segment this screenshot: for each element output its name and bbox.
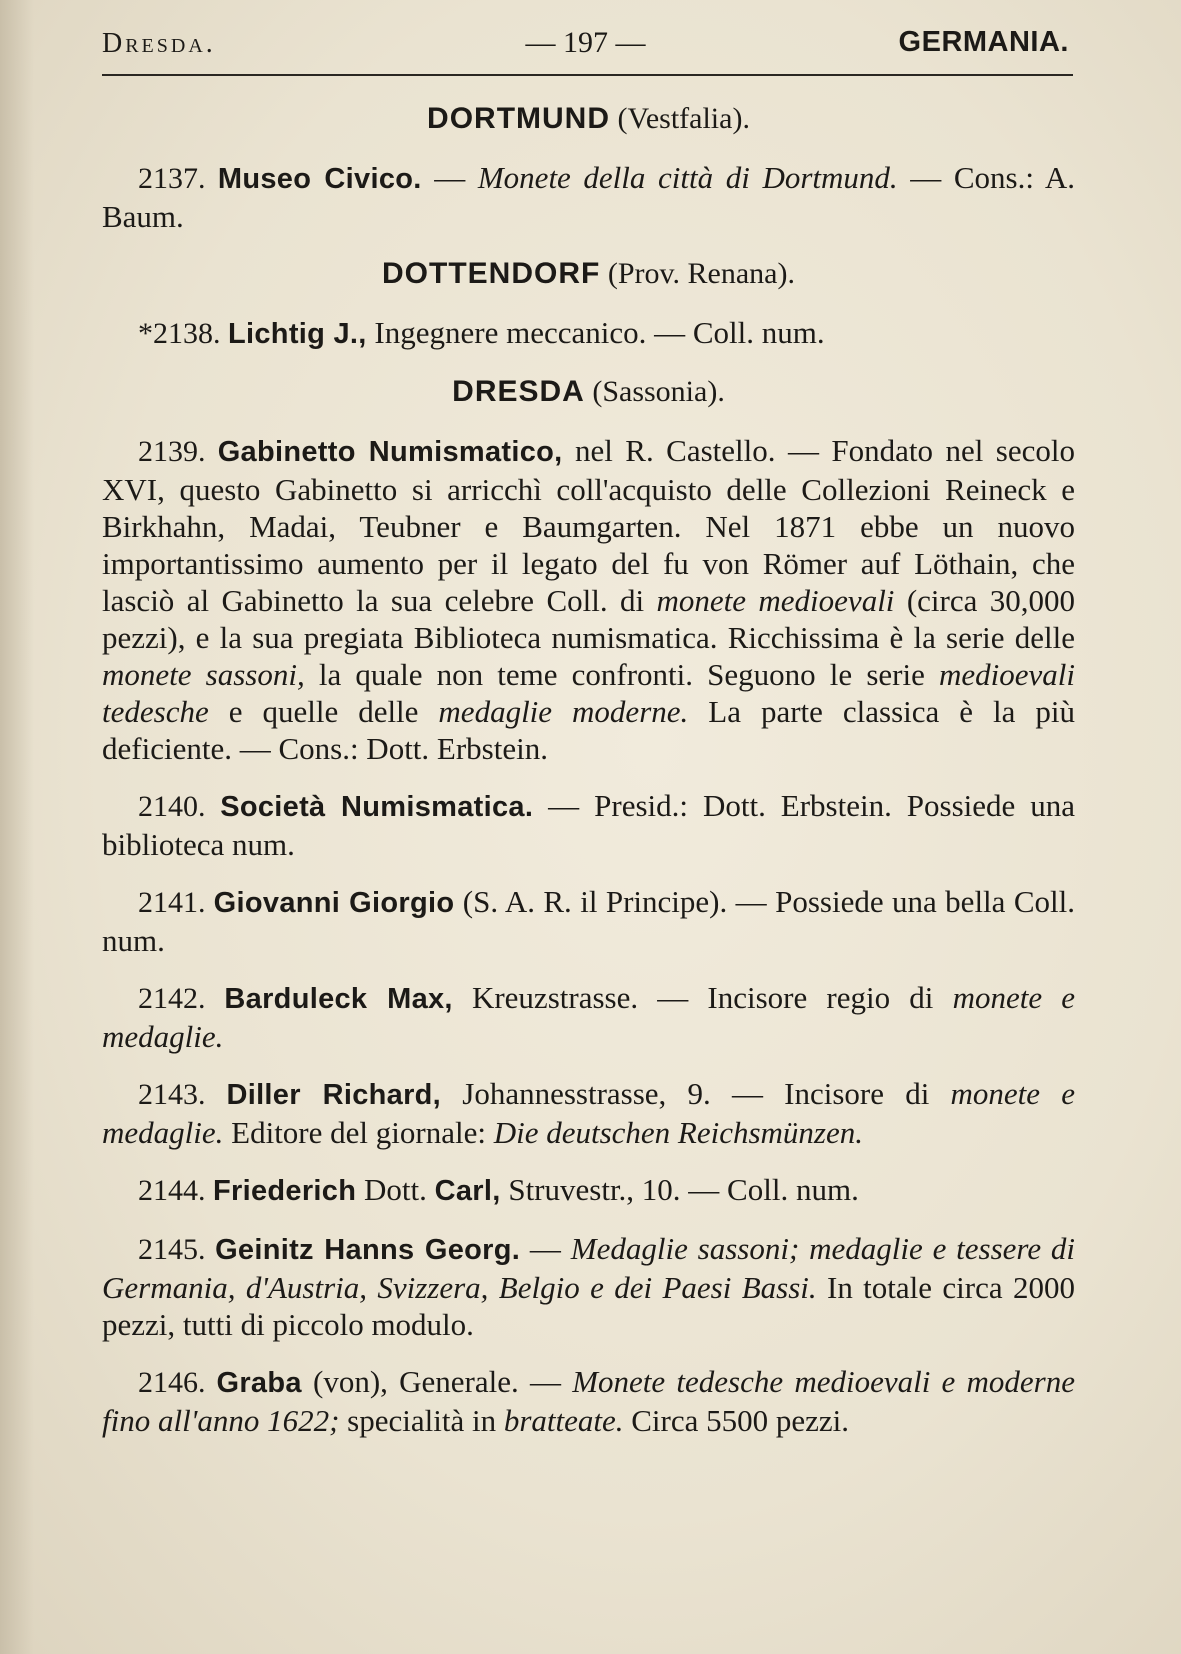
entry-number: 2146. <box>138 1366 217 1399</box>
entry-number: 2145. <box>138 1233 216 1266</box>
page-gutter-shadow <box>0 0 34 1654</box>
city-region: (Prov. Renana). <box>607 257 795 290</box>
city-heading <box>102 373 1075 410</box>
city-name: DORTMUND <box>427 102 611 135</box>
entry-bold-text: Carl, <box>434 1175 501 1207</box>
entry-italic-text: Die deutschen Reichsmünzen. <box>493 1115 863 1150</box>
entry-number: 2141. <box>138 886 214 919</box>
entry-text: Struvestr., 10. — Coll. num. <box>500 1172 859 1207</box>
catalog-entry <box>102 787 1075 863</box>
entry-number: 2137. <box>138 162 218 195</box>
entry-number: 2143. <box>138 1078 227 1111</box>
entry-name: Friederich <box>213 1175 357 1207</box>
entry-text: La parte classica è la più deficiente. — Cons.: Dott. Erbstein. <box>102 694 1075 766</box>
entry-text: Ingegnere meccanico. — Coll. num. <box>366 315 825 350</box>
entry-italic-text: Medaglie sassoni; medaglie e tessere di Germania, d'Austria, Svizzera, Belgio e dei Paesi Bassi. <box>102 1231 1076 1305</box>
entry-italic-text: monete sassoni, <box>102 657 305 692</box>
header-rule <box>102 74 1073 76</box>
city-heading <box>102 100 1075 137</box>
entry-text: — Cons.: A. Baum. <box>102 160 1076 234</box>
city-name: DRESDA <box>452 375 585 408</box>
entry-text: Editore del giornale: <box>223 1115 494 1150</box>
entry-italic-text: Monete tedesche medioevali e moderne fino all'anno 1622; <box>102 1364 1076 1438</box>
catalog-entry <box>102 1363 1075 1439</box>
entry-name: Geinitz Hanns Georg. <box>215 1234 521 1266</box>
city-region: (Vestfalia). <box>617 102 750 135</box>
catalog-entry <box>102 883 1075 959</box>
entry-name: Barduleck Max, <box>224 983 453 1015</box>
entry-italic-text: Monete della città di Dortmund. <box>477 160 898 195</box>
entry-italic-text: monete medioevali <box>656 583 895 618</box>
entry-name: Gabinetto Numismatico, <box>217 436 563 468</box>
entry-text: (circa 30,000 pezzi), e la sua pregiata Biblioteca numismatica. Ricchissima è la serie delle <box>102 583 1075 655</box>
catalog-entry <box>102 979 1075 1055</box>
entry-text: — <box>421 160 478 195</box>
city-name: DOTTENDORF <box>382 257 601 290</box>
entry-number: 2139. <box>138 435 218 468</box>
entry-italic-text: medaglie moderne. <box>438 694 689 729</box>
entry-italic-text: bratteate. <box>503 1403 624 1438</box>
entry-name: Società Numismatica. <box>220 791 534 823</box>
entry-text: nel R. Castello. — Fondato nel secolo XVI, questo Gabinetto si arricchì coll'acquisto delle Collezioni Reineck e Birkhahn, Madai, Teubner e Baumgarten. Nel 1871 ebbe un nuovo importantissimo aumento per il legato del fu von Römer auf Löthain, che lasciò al Gabinetto la sua celebre Coll. di <box>102 433 1075 618</box>
entry-italic-text: monete e medaglie. <box>102 980 1076 1054</box>
entry-text: (S. A. R. il Principe). — Possiede una bella Coll. num. <box>102 884 1075 958</box>
entry-name: Giovanni Giorgio <box>213 887 455 919</box>
entry-name: Museo Civico. <box>217 163 422 195</box>
catalog-entry <box>102 1075 1075 1151</box>
entry-text: — Presid.: Dott. Erbstein. Possiede una biblioteca num. <box>102 788 1076 862</box>
catalog-entry <box>102 432 1075 767</box>
entry-number: 2142. <box>138 982 225 1015</box>
catalog-entry <box>102 159 1075 235</box>
entry-text: e quelle delle <box>208 694 439 729</box>
running-head <box>102 20 1069 60</box>
entry-text: specialità in <box>339 1403 504 1438</box>
entry-number: 2144. <box>138 1174 213 1207</box>
entry-name: Lichtig J., <box>228 318 367 350</box>
running-head-country: GERMANIA. <box>898 26 1069 58</box>
page-number: — 197 — <box>525 26 646 59</box>
running-head-city: Dresda. <box>102 28 216 59</box>
entry-name: Graba <box>216 1367 302 1399</box>
entry-name: Diller Richard, <box>226 1079 442 1111</box>
entry-italic-text: medioevali tedesche <box>102 657 1075 729</box>
entry-number: 2140. <box>138 790 221 823</box>
entry-text: (von), Generale. — <box>301 1364 573 1399</box>
page-body <box>102 100 1075 1459</box>
entry-number: *2138. <box>138 317 228 350</box>
catalog-entry <box>102 1171 1075 1210</box>
entry-text: Circa 5500 pezzi. <box>623 1403 850 1438</box>
entry-text: In totale circa 2000 pezzi, tutti di piccolo modulo. <box>102 1270 1075 1342</box>
city-heading <box>102 255 1075 292</box>
entry-italic-text: monete e medaglie. <box>102 1076 1076 1150</box>
entry-text: la quale non teme confronti. Seguono le serie <box>304 657 939 692</box>
city-region: (Sassonia). <box>592 375 725 408</box>
entry-text: Dott. <box>356 1172 435 1207</box>
entry-text: Johannesstrasse, 9. — Incisore di <box>441 1076 951 1111</box>
entry-text: Kreuzstrasse. — Incisore regio di <box>452 980 953 1015</box>
entry-text: — <box>520 1231 571 1266</box>
catalog-entry <box>102 314 1075 353</box>
catalog-entry <box>102 1230 1075 1343</box>
